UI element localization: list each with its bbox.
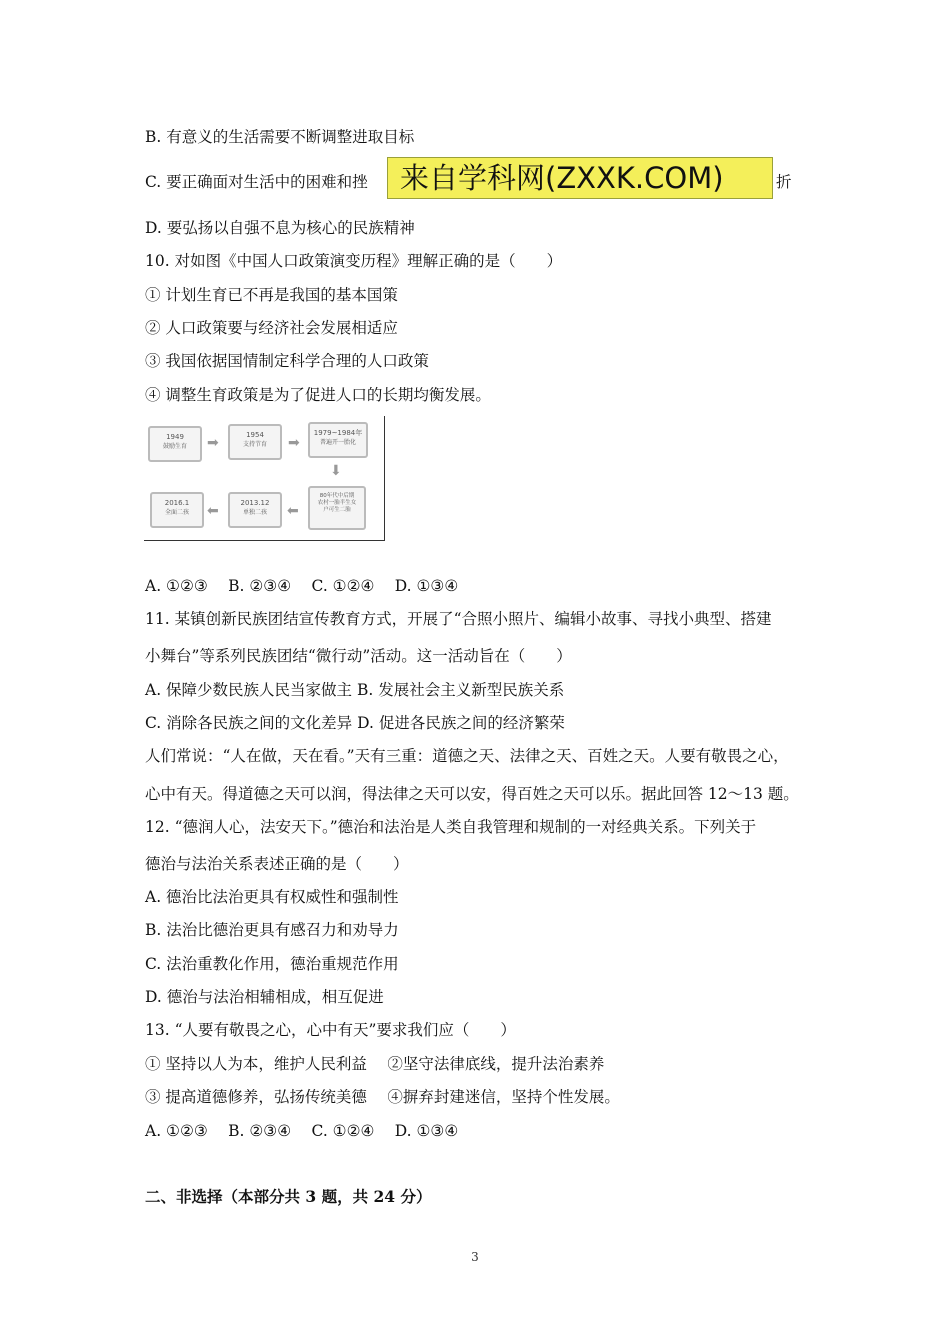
policy-year: 2013.12: [240, 499, 270, 507]
arrow-down-icon: ⬇: [330, 463, 342, 479]
policy-box-1949: [148, 426, 202, 462]
arrow-left-icon: ⬅: [207, 503, 219, 519]
option-12d: D. 德治与法治相辅相成，相互促进: [145, 988, 384, 1006]
policy-box-2013: [228, 492, 282, 528]
question-11-line1: 11. 某镇创新民族团结宣传教育方式，开展了“合照小照片、编辑小故事、寻找小典型、搭建: [145, 610, 772, 628]
statements-13-12: ① 坚持以人为本，维护人民利益 ②坚守法律底线，提升法治素养: [145, 1055, 605, 1073]
statement-10-1: ① 计划生育已不再是我国的基本国策: [145, 286, 398, 304]
population-policy-figure: [144, 416, 385, 541]
question-10: 10. 对如图《中国人口政策演变历程》理解正确的是（ ）: [145, 252, 563, 270]
policy-desc: 鼓励生育: [162, 443, 187, 450]
policy-desc: 户可生二胎: [323, 507, 351, 513]
question-13: 13. “人要有敬畏之心，心中有天”要求我们应（ ）: [145, 1021, 516, 1039]
policy-year: 1949: [166, 433, 184, 441]
option-9c-tail: 折: [776, 173, 792, 191]
policy-year: 2016.1: [164, 499, 190, 507]
options-13: A. ①②③ B. ②③④ C. ①②④ D. ①③④: [145, 1122, 459, 1140]
options-11-cd: C. 消除各民族之间的文化差异 D. 促进各民族之间的经济繁荣: [145, 714, 565, 732]
passage-line1: 人们常说：“人在做，天在看。”天有三重：道德之天、法律之天、百姓之天。人要有敬畏之心，: [145, 747, 789, 765]
option-12a: A. 德治比法治更具有权威性和强制性: [145, 888, 399, 906]
statement-10-2: ② 人口政策要与经济社会发展相适应: [145, 319, 398, 337]
policy-box-1954: [228, 424, 282, 460]
option-9c: C. 要正确面对生活中的困难和挫: [145, 173, 368, 191]
policy-desc: 全面二孩: [164, 509, 189, 516]
policy-desc: 农村一胎半生女: [317, 500, 357, 506]
zxxk-watermark: 来自学科网(ZXXK.COM): [387, 157, 773, 199]
question-12-line1: 12. “德润人心，法安天下。”德治和法治是人类自我管理和规制的一对经典关系。下列关于: [145, 818, 757, 836]
policy-box-80s: [308, 486, 366, 530]
statements-13-34: ③ 提高道德修养，弘扬传统美德 ④摒弃封建迷信，坚持个性发展。: [145, 1088, 620, 1106]
option-9b: B. 有意义的生活需要不断调整进取目标: [145, 128, 415, 146]
policy-box-1979: [308, 422, 368, 458]
question-11-line2: 小舞台”等系列民族团结“微行动”活动。这一活动旨在（ ）: [145, 647, 572, 665]
option-9d: D. 要弘扬以自强不息为核心的民族精神: [145, 219, 415, 237]
page-number: 3: [471, 1250, 479, 1264]
policy-year: 1954: [246, 431, 264, 439]
options-11-ab: A. 保障少数民族人民当家做主 B. 发展社会主义新型民族关系: [145, 681, 565, 699]
statement-10-4: ④ 调整生育政策是为了促进人口的长期均衡发展。: [145, 386, 491, 404]
policy-desc: 支持节育: [242, 441, 267, 448]
option-12c: C. 法治重教化作用，德治重规范作用: [145, 955, 399, 973]
policy-desc: 普遍开一胎化: [319, 439, 356, 446]
statement-10-3: ③ 我国依据国情制定科学合理的人口政策: [145, 352, 429, 370]
policy-desc: 单独二孩: [242, 509, 267, 516]
option-12b: B. 法治比德治更具有感召力和劝导力: [145, 921, 399, 939]
policy-box-2016: [150, 492, 204, 528]
options-10: A. ①②③ B. ②③④ C. ①②④ D. ①③④: [145, 577, 459, 595]
arrow-right-icon: ➡: [207, 435, 219, 451]
section-heading: 二、非选择（本部分共 3 题，共 24 分）: [145, 1187, 432, 1206]
passage-line2: 心中有天。得道德之天可以润，得法律之天可以安，得百姓之天可以乐。据此回答 12～13 题。: [145, 785, 799, 803]
arrow-left-icon: ⬅: [287, 503, 299, 519]
question-12-line2: 德治与法治关系表述正确的是（ ）: [145, 855, 409, 873]
policy-desc: 80年代中后期: [319, 493, 355, 499]
policy-year: 1979~1984年: [313, 429, 363, 437]
arrow-right-icon: ➡: [288, 435, 300, 451]
